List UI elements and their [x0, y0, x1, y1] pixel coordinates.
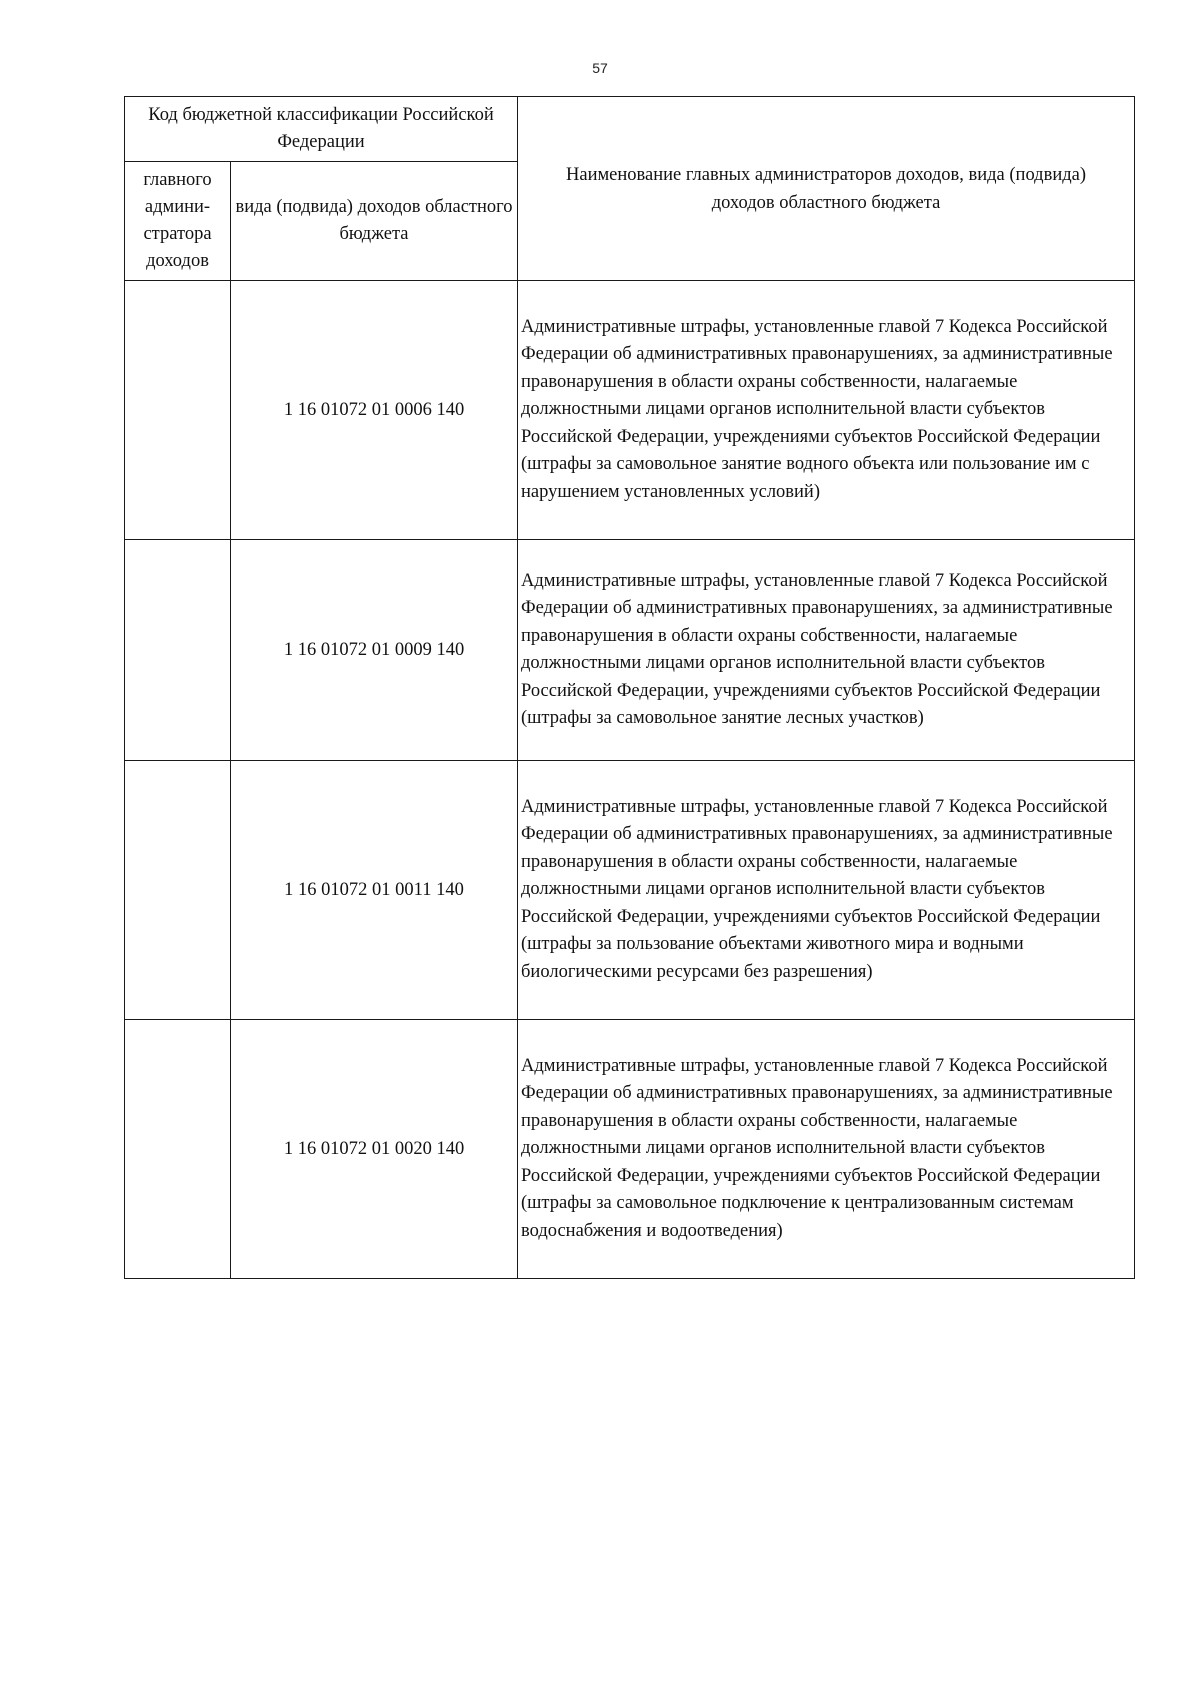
income-code-cell: 1 16 01072 01 0009 140	[231, 540, 518, 761]
table-row	[125, 761, 1135, 1020]
income-description-cell: Административные штрафы, установленные главой 7 Кодекса Российской Федерации об административных правонарушениях, за административные правонарушения в области охраны собственности, налагаемые должностными лицами органов исполнительной власти субъектов Российской Федерации, учреждениями субъектов Российской Федерации (штрафы за самовольное подключение к централизованным системам водоснабжения и водоотведения)	[518, 1020, 1135, 1279]
header-administrator-name: Наименование главных администраторов доходов, вида (подвида) доходов областного бюджета	[518, 97, 1135, 281]
admin-code-cell	[125, 1020, 231, 1279]
page-number: 57	[592, 60, 608, 76]
income-code-cell: 1 16 01072 01 0006 140	[231, 281, 518, 540]
admin-code-cell	[125, 540, 231, 761]
header-budget-code-group: Код бюджетной классификации Российской Федерации	[125, 97, 518, 162]
income-description-cell: Административные штрафы, установленные главой 7 Кодекса Российской Федерации об административных правонарушениях, за административные правонарушения в области охраны собственности, налагаемые должностными лицами органов исполнительной власти субъектов Российской Федерации, учреждениями субъектов Российской Федерации (штрафы за самовольное занятие водного объекта или пользование им с нарушением установленных условий)	[518, 281, 1135, 540]
income-code-cell: 1 16 01072 01 0020 140	[231, 1020, 518, 1279]
table-row	[125, 281, 1135, 540]
budget-classification-table	[124, 96, 1135, 1279]
admin-code-cell	[125, 281, 231, 540]
header-income-type: вида (подвида) доходов областного бюджета	[231, 162, 518, 281]
table-row	[125, 1020, 1135, 1279]
header-main-administrator: главного админи-стратора доходов	[125, 162, 231, 281]
table-row	[125, 540, 1135, 761]
income-description-cell: Административные штрафы, установленные главой 7 Кодекса Российской Федерации об административных правонарушениях, за административные правонарушения в области охраны собственности, налагаемые должностными лицами органов исполнительной власти субъектов Российской Федерации, учреждениями субъектов Российской Федерации (штрафы за пользование объектами животного мира и водными биологическими ресурсами без разрешения)	[518, 761, 1135, 1020]
admin-code-cell	[125, 761, 231, 1020]
income-description-cell: Административные штрафы, установленные главой 7 Кодекса Российской Федерации об административных правонарушениях, за административные правонарушения в области охраны собственности, налагаемые должностными лицами органов исполнительной власти субъектов Российской Федерации, учреждениями субъектов Российской Федерации (штрафы за самовольное занятие лесных участков)	[518, 540, 1135, 761]
income-code-cell: 1 16 01072 01 0011 140	[231, 761, 518, 1020]
